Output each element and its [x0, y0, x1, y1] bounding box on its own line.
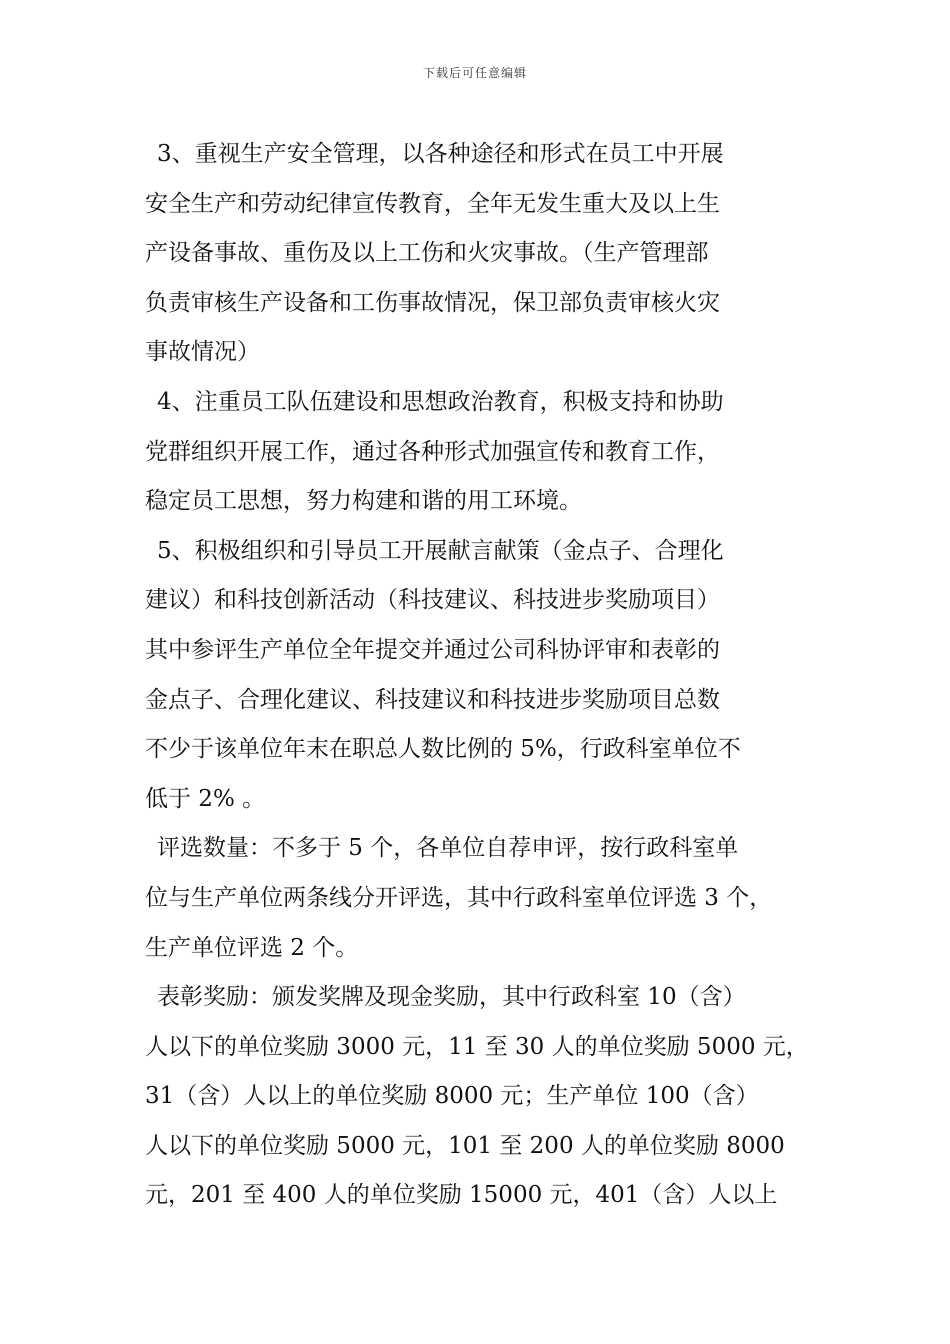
text-line: 31（含）人以上的单位奖励 8000 元；生产单位 100（含） [145, 1083, 759, 1110]
text-line: 位与生产单位两条线分开评选，其中行政科室单位评选 3 个， [145, 884, 773, 911]
text-line: 人以下的单位奖励 3000 元，11 至 30 人的单位奖励 5000 元， [145, 1033, 809, 1060]
text-line: 产设备事故、重伤及以上工伤和火灾事故。（生产管理部 [145, 240, 709, 267]
text-line: 3、重视生产安全管理，以各种途径和形式在员工中开展 [157, 141, 724, 167]
text-line: 其中参评生产单位全年提交并通过公司科协评审和表彰的 [145, 636, 720, 663]
text-line: 稳定员工思想，努力构建和谐的用工环境。 [145, 488, 582, 515]
text-line: 不少于该单位年末在职总人数比例的 5%，行政科室单位不 [145, 736, 741, 763]
text-line: 元，201 至 400 人的单位奖励 15000 元，401（含）人以上 [145, 1182, 778, 1209]
text-line: 生产单位评选 2 个。 [145, 934, 359, 961]
text-line: 党群组织开展工作，通过各种形式加强宣传和教育工作， [145, 438, 720, 465]
text-line: 建议）和科技创新活动（科技建议、科技进步奖励项目） [145, 587, 720, 614]
document-body [145, 130, 815, 1221]
text-line: 人以下的单位奖励 5000 元，101 至 200 人的单位奖励 8000 [145, 1132, 785, 1159]
text-line: 事故情况） [145, 339, 260, 366]
text-line: 评选数量：不多于 5 个，各单位自荐申评，按行政科室单 [157, 835, 739, 862]
text-line: 5、积极组织和引导员工开展献言献策（金点子、合理化 [157, 537, 724, 564]
text-line: 4、注重员工队伍建设和思想政治教育，积极支持和协助 [157, 388, 724, 415]
text-line: 金点子、合理化建议、科技建议和科技进步奖励项目总数 [145, 686, 720, 713]
text-line: 安全生产和劳动纪律宣传教育，全年无发生重大及以上生 [145, 190, 720, 217]
header-note: 下载后可任意编辑 [422, 66, 527, 80]
text-line: 表彰奖励：颁发奖牌及现金奖励，其中行政科室 10（含） [157, 984, 746, 1011]
text-line: 负责审核生产设备和工伤事故情况，保卫部负责审核火灾 [145, 289, 720, 316]
text-line: 低于 2% 。 [145, 785, 266, 812]
